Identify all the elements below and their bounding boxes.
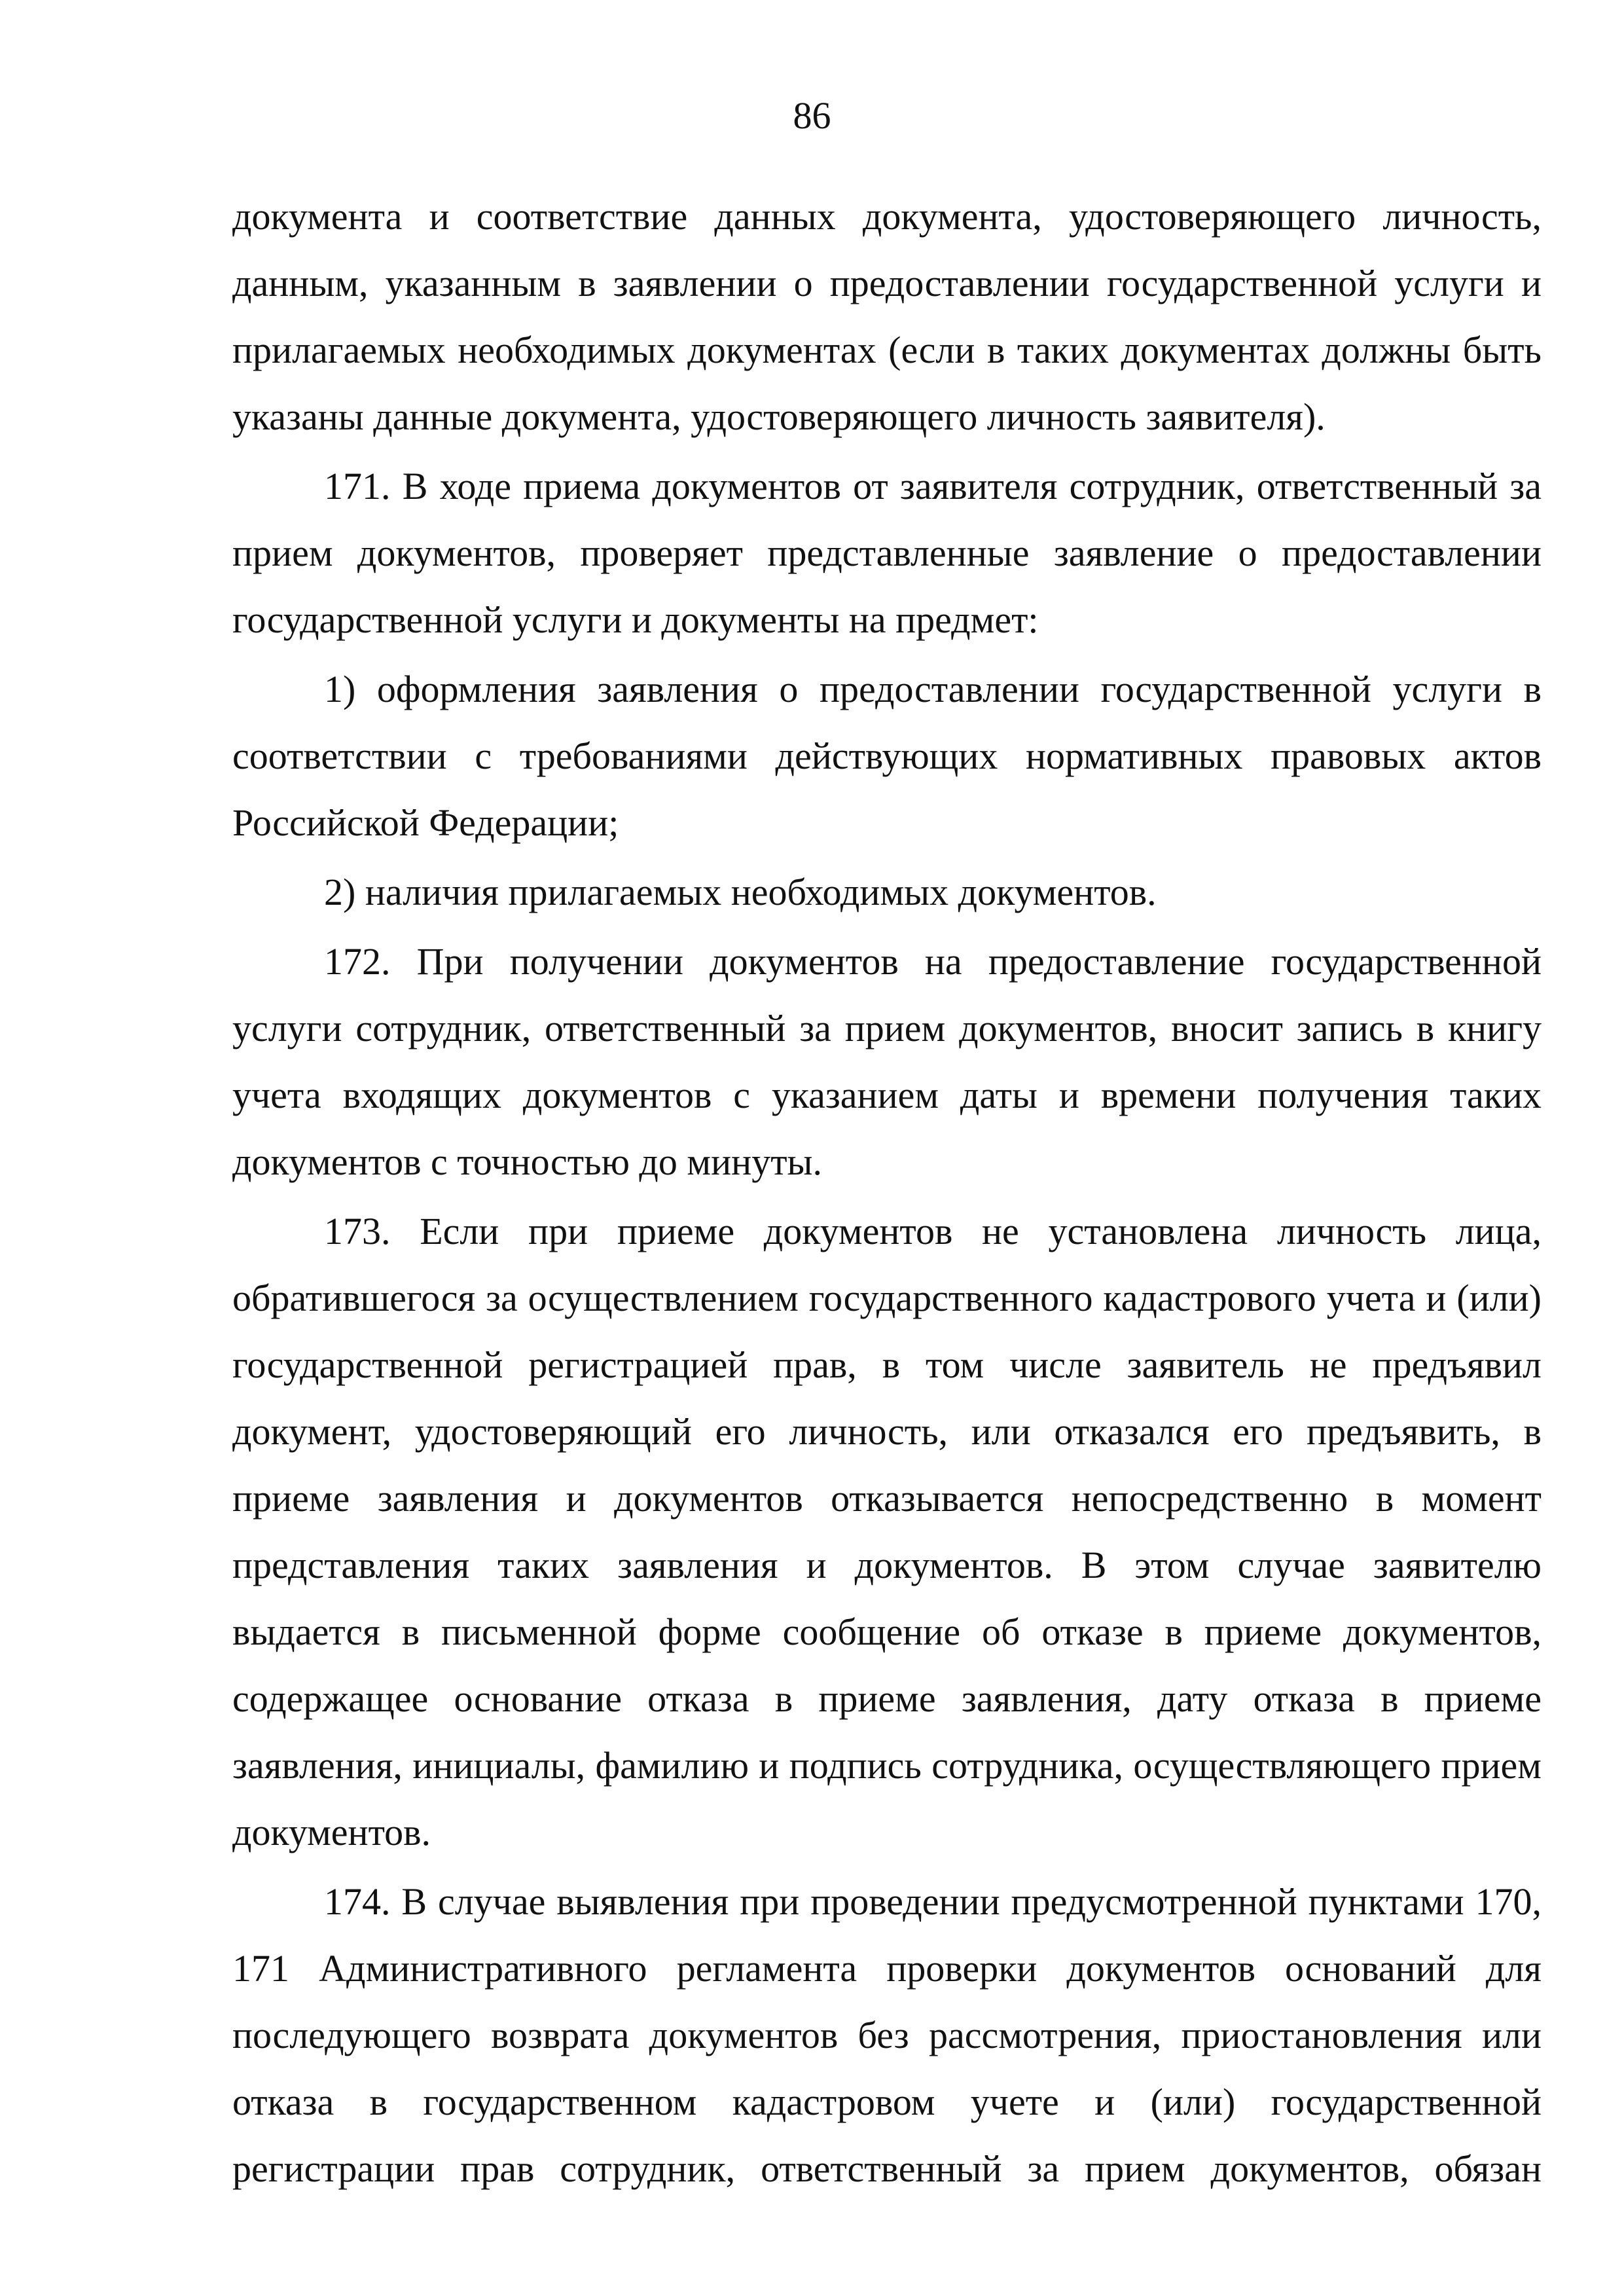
paragraph-171-item-2: 2) наличия прилагаемых необходимых документов. bbox=[324, 871, 1157, 913]
paragraph-continuation: документа и соответствие данных документа, удостоверяющего личность, данным, указанным в заявлении о предоставлении государственной услуги и прилагаемых необходимых документах (если в таких документах должны быть указаны данные документа, удостоверяющего личность заявителя). bbox=[232, 195, 1542, 438]
paragraph-171: 171. В ходе приема документов от заявителя сотрудник, ответственный за прием документов, проверяет представленные заявление о предоставлении государственной услуги и документы на предмет: bbox=[232, 465, 1542, 641]
paragraph-174: 174. В случае выявления при проведении предусмотренной пунктами 170, 171 Административного регламента проверки документов оснований для последующего возврата документов без рассмотрения, приостановления или отказа в государственном кадастровом учете и (или) государственной регистрации прав сотрудник, ответственный за прием документов, обязан bbox=[232, 1880, 1542, 2190]
paragraph-173: 173. Если при приеме документов не установлена личность лица, обратившегося за осуществлением государственного кадастрового учета и (или) государственной регистрацией прав, в том числе заявитель не предъявил документ, удостоверяющий его личность, или отказался его предъявить, в приеме заявления и документов отказывается непосредственно в момент представления таких заявления и документов. В этом случае заявителю выдается в письменной форме сообщение об отказе в приеме документов, содержащее основание отказа в приеме заявления, дату отказа в приеме заявления, инициалы, фамилию и подпись сотрудника, осуществляющего прием документов. bbox=[232, 1210, 1542, 1853]
paragraph-171-item-1: 1) оформления заявления о предоставлении государственной услуги в соответствии с требованиями действующих нормативных правовых актов Российской Федерации; bbox=[232, 668, 1542, 844]
paragraph-172: 172. При получении документов на предоставление государственной услуги сотрудник, ответственный за прием документов, вносит запись в книгу учета входящих документов с указанием даты и времени получения таких документов с точностью до минуты. bbox=[232, 940, 1542, 1183]
document-body bbox=[232, 183, 1542, 2202]
page-number: 86 bbox=[793, 94, 831, 137]
